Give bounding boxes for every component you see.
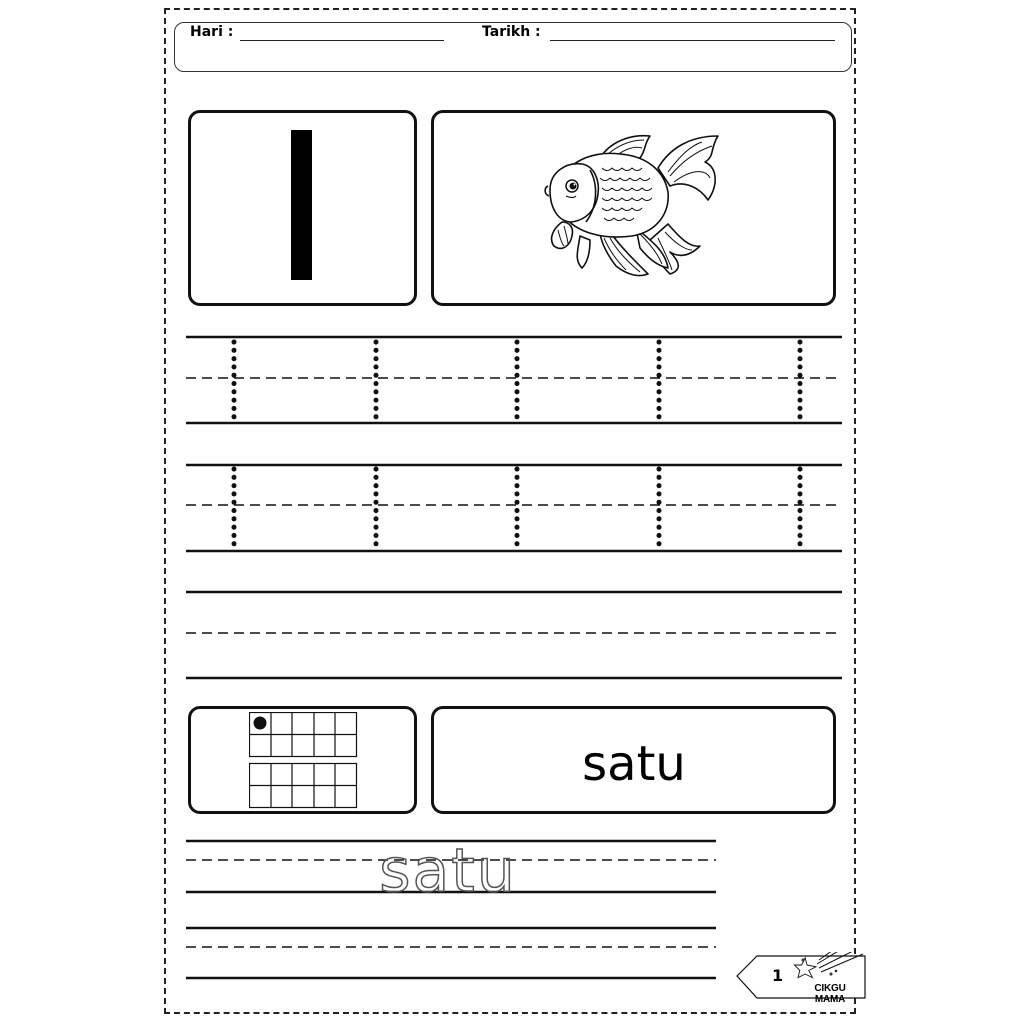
date-label: Tarikh : [482,24,541,40]
day-label: Hari : [190,24,234,40]
ten-frame-counter [254,717,267,730]
number-word: satu [582,736,686,792]
brand-logo-text: CIKGU MAMA [814,983,846,1005]
page-number: 1 [772,966,784,985]
trace-word-satu: satu [379,836,517,906]
ten-frame [249,712,359,809]
